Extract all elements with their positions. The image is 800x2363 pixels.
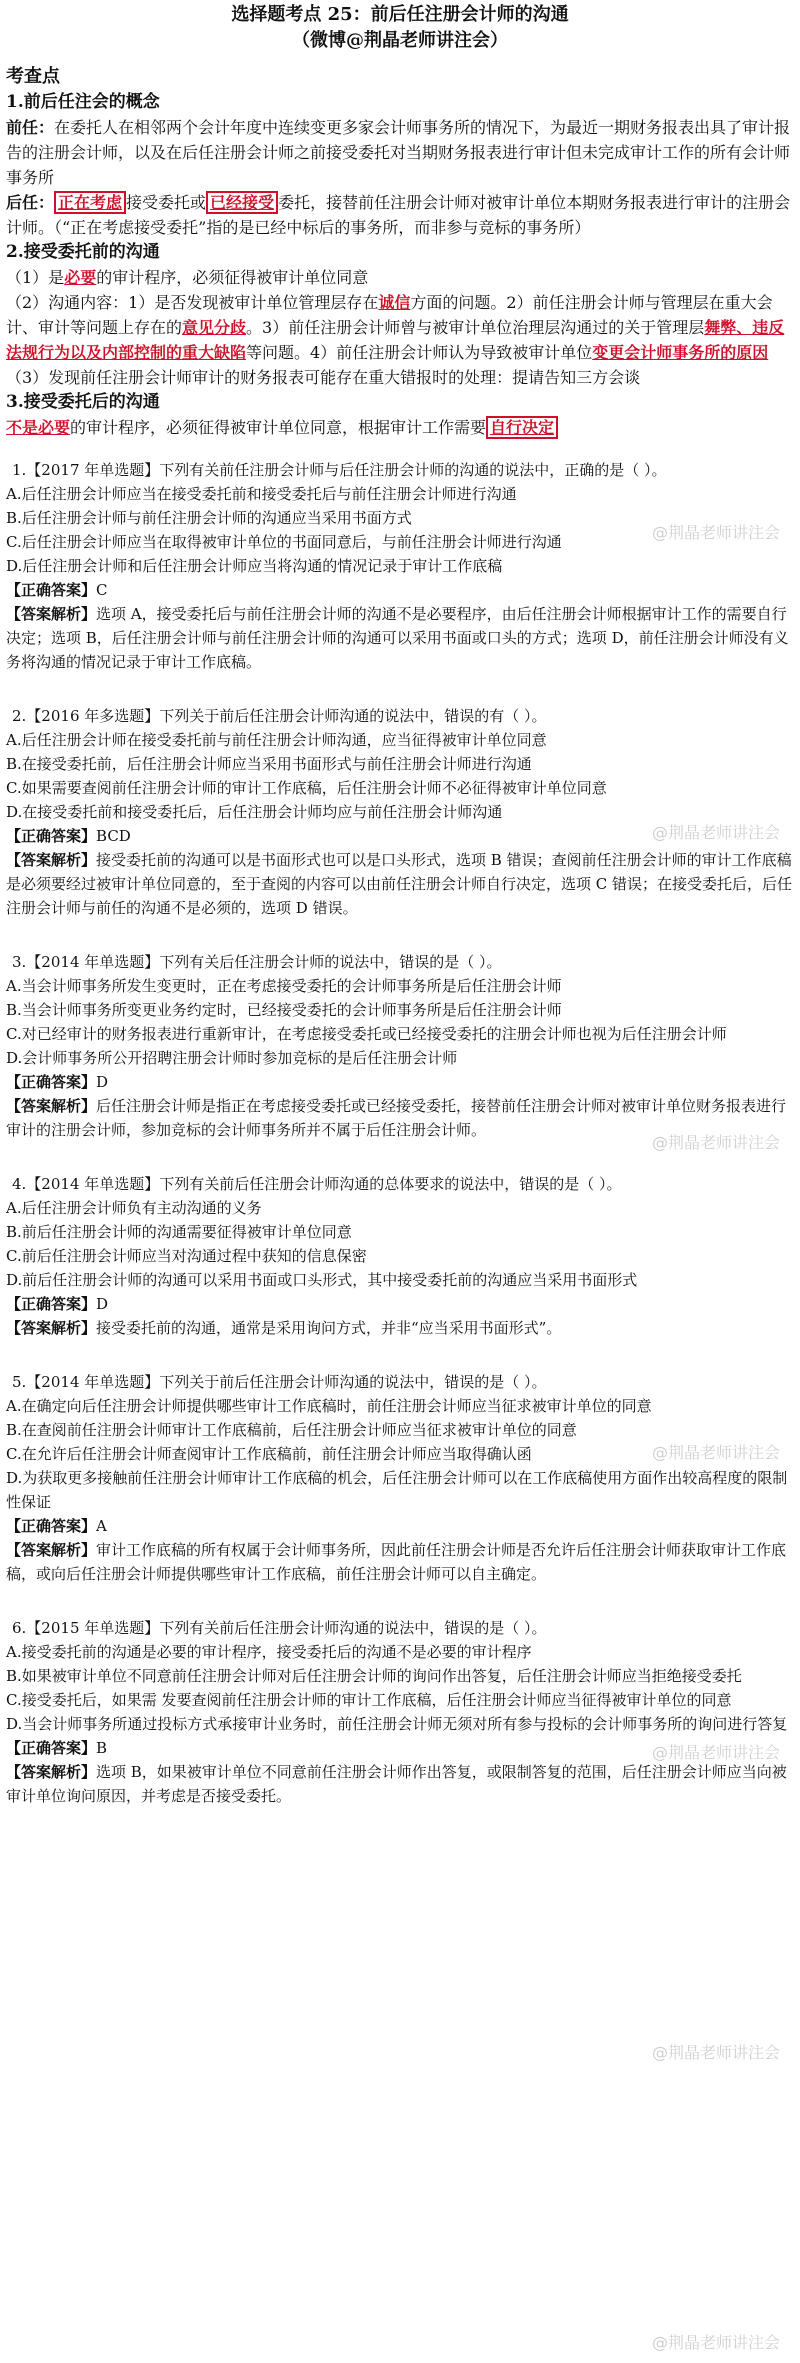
question-stem: 4.【2014 年单选题】下列有关前后任注册会计师沟通的总体要求的说法中，错误的是（ ）。: [12, 1175, 622, 1193]
key-points-label: 考查点: [6, 66, 60, 87]
weibo-watermark: @荆晶老师讲注会: [651, 523, 780, 542]
answer-explanation: [6, 1538, 794, 1586]
highlight-not-necessary: 不是必要: [6, 418, 71, 437]
highlight-change-reason: 变更会计师事务所的原因: [592, 343, 769, 362]
question-option: A.后任注册会计师在接受委托前与前任注册会计师沟通，应当征得被审计单位同意: [6, 731, 547, 749]
weibo-watermark: @荆晶老师讲注会: [651, 2043, 780, 2062]
answer-label: 【正确答案】: [6, 1295, 97, 1313]
answer-explanation: [6, 1316, 794, 1340]
question-block: [6, 1586, 794, 1808]
page-subtitle: （微博@荆晶老师讲注会）: [292, 30, 508, 51]
answer-value: D: [96, 1295, 109, 1313]
predecessor-text: 在委托人在相邻两个会计年度中连续变更多家会计师事务所的情况下，为最近一期财务报表出具了审计报告的注册会计师，以及在后任注册会计师之前接受委托对当期财务报表进行审计但未完成审计工作的所有会计师事务所: [6, 118, 791, 187]
highlight-accepted: 已经接受: [206, 191, 278, 214]
predecessor-label: 前任：: [6, 118, 55, 137]
question-option: A.后任注册会计师应当在接受委托前和接受委托后与前任注册会计师进行沟通: [6, 485, 517, 503]
answer-label: 【正确答案】: [6, 581, 97, 599]
explanation-text: 选项 B，如果被审计单位不同意前任注册会计师作出答复，或限制答复的范围，后任注册会计师应当向被审计单位询问原因，并考虑是否接受委托。: [6, 1763, 787, 1805]
highlight-self-decide: 自行决定: [486, 416, 558, 439]
question-option: A.在确定向后任注册会计师提供哪些审计工作底稿时，前任注册会计师应当征求被审计单位的同意: [6, 1397, 652, 1415]
question-stem: 1.【2017 年单选题】下列有关前任注册会计师与后任注册会计师的沟通的说法中，正确的是（ ）。: [12, 461, 667, 479]
key-points-section: [0, 64, 800, 440]
question-stem: 6.【2015 年单选题】下列有关前后任注册会计师沟通的说法中，错误的是（ ）。: [12, 1619, 547, 1637]
post-accept-text: 的审计程序，必须征得被审计单位同意，根据审计工作需要: [70, 418, 487, 437]
question-option: D.后任注册会计师和后任注册会计师应当将沟通的情况记录于审计工作底稿: [6, 557, 503, 575]
answer-value: A: [96, 1517, 107, 1535]
post-accept-point: [6, 415, 794, 440]
pre-accept-point-1: [6, 265, 794, 290]
question-option: B.如果被审计单位不同意前任注册会计师对后任注册会计师的询问作出答复，后任注册会计师应当拒绝接受委托: [6, 1667, 742, 1685]
successor-text-1: 接受委托或: [126, 193, 207, 212]
answer-value: C: [96, 581, 108, 599]
answer-value: B: [96, 1739, 108, 1757]
pre-accept-text: 方面的问题。2）前任注册会计师与管理层在重大会计、审计等问题上存在的: [6, 293, 773, 337]
spacer: [6, 920, 794, 950]
question-block: [6, 458, 794, 674]
section-2-title: 2.接受委托前的沟通: [6, 242, 160, 262]
correct-answer: [6, 1070, 794, 1094]
successor-definition: [6, 190, 794, 240]
pre-accept-text: （1）是: [6, 268, 65, 287]
question-option: C.如果需要查阅前任注册会计师的审计工作底稿，后任注册会计师不必征得被审计单位同意: [6, 779, 607, 797]
question-option: C.接受委托后，如果需 发要查阅前任注册会计师的审计工作底稿，后任注册会计师应当征得被审计单位的同意: [6, 1691, 732, 1709]
explanation-text: 接受委托前的沟通可以是书面形式也可以是口头形式，选项 B 错误；查阅前任注册会计师的审计工作底稿是必须要经过被审计单位同意的，至于查阅的内容可以由前任注册会计师自行决定，选项 C 错误；在接受委托后，后任注册会计师与前任的沟通不是必须的，选项 D 错误。: [6, 851, 793, 917]
explanation-label: 【答案解析】: [6, 605, 97, 623]
weibo-watermark: @荆晶老师讲注会: [651, 823, 780, 842]
question-option: C.对已经审计的财务报表进行重新审计，在考虑接受委托或已经接受委托的注册会计师也视为后任注册会计师: [6, 1025, 727, 1043]
section-1-title: 1.前后任注会的概念: [6, 92, 160, 112]
correct-answer: [6, 1514, 794, 1538]
weibo-watermark: @荆晶老师讲注会: [651, 1443, 780, 1462]
highlight-disagreement: 意见分歧: [182, 318, 247, 337]
pre-accept-text: 。3）前任注册会计师曾与被审计单位治理层沟通过的关于管理层: [246, 318, 705, 337]
question-option: D.为获取更多接触前任注册会计师审计工作底稿的机会，后任注册会计师可以在工作底稿使用方面作出较高程度的限制性保证: [6, 1469, 788, 1511]
question-option: C.在允许后任注册会计师查阅审计工作底稿前，前任注册会计师应当取得确认函: [6, 1445, 532, 1463]
question-stem: 2.【2016 年多选题】下列关于前后任注册会计师沟通的说法中，错误的有（ ）。: [12, 707, 547, 725]
explanation-text: 接受委托前的沟通，通常是采用询问方式，并非“应当采用书面形式”。: [96, 1319, 562, 1337]
spacer: [6, 1340, 794, 1370]
answer-label: 【正确答案】: [6, 1073, 97, 1091]
question-option: C.前后任注册会计师应当对沟通过程中获知的信息保密: [6, 1247, 367, 1265]
question-option: A.后任注册会计师负有主动沟通的义务: [6, 1199, 262, 1217]
explanation-label: 【答案解析】: [6, 1763, 97, 1781]
question-option: A.接受委托前的沟通是必要的审计程序，接受委托后的沟通不是必要的审计程序: [6, 1643, 532, 1661]
page-title: 选择题考点 25：前后任注册会计师的沟通: [231, 4, 569, 25]
answer-explanation: [6, 602, 794, 674]
highlight-necessary: 必要: [64, 268, 97, 287]
question-block: [6, 1340, 794, 1586]
pre-accept-text: 的审计程序，必须征得被审计单位同意: [96, 268, 369, 287]
highlight-fraud: 舞弊、违反法规行为以及内部控制的重大缺陷: [6, 318, 785, 362]
answer-explanation: [6, 848, 794, 920]
question-option: D.会计师事务所公开招聘注册会计师时参加竞标的是后任注册会计师: [6, 1049, 458, 1067]
question-option: C.后任注册会计师应当在取得被审计单位的书面同意后，与前任注册会计师进行沟通: [6, 533, 562, 551]
section-3-title: 3.接受委托后的沟通: [6, 392, 160, 412]
answer-label: 【正确答案】: [6, 1517, 97, 1535]
explanation-label: 【答案解析】: [6, 1319, 97, 1337]
question-block: [6, 920, 794, 1142]
pre-accept-point-3: （3）发现前任注册会计师审计的财务报表可能存在重大错报时的处理：提请告知三方会谈: [6, 368, 641, 387]
explanation-label: 【答案解析】: [6, 851, 97, 869]
answer-explanation: [6, 1760, 794, 1808]
question-stem: 5.【2014 年单选题】下列关于前后任注册会计师沟通的说法中，错误的是（ ）。: [12, 1373, 547, 1391]
spacer: [6, 674, 794, 704]
question-block: [6, 674, 794, 920]
question-option: B.前后任注册会计师的沟通需要征得被审计单位同意: [6, 1223, 352, 1241]
correct-answer: [6, 578, 794, 602]
question-option: B.当会计师事务所变更业务约定时，已经接受委托的会计师事务所是后任注册会计师: [6, 1001, 562, 1019]
predecessor-definition: [6, 115, 794, 190]
explanation-label: 【答案解析】: [6, 1541, 97, 1559]
spacer: [6, 1586, 794, 1616]
highlight-integrity: 诚信: [378, 293, 411, 312]
explanation-label: 【答案解析】: [6, 1097, 97, 1115]
successor-label: 后任：: [6, 193, 55, 212]
explanation-text: 审计工作底稿的所有权属于会计师事务所，因此前任注册会计师是否允许后任注册会计师获取审计工作底稿，或向后任注册会计师提供哪些审计工作底稿，前任注册会计师可以自主确定。: [6, 1541, 787, 1583]
question-option: D.前后任注册会计师的沟通可以采用书面或口头形式，其中接受委托前的沟通应当采用书面形式: [6, 1271, 638, 1289]
successor-text-2: 委托，接替前任注册会计师对被审计单位本期财务报表进行审计的注册会计师。（“正在考虑接受委托”指的是已经中标后的事务所，而非参与竞标的事务所）: [6, 193, 791, 237]
weibo-watermark: @荆晶老师讲注会: [651, 1133, 780, 1152]
answer-label: 【正确答案】: [6, 827, 97, 845]
correct-answer: [6, 1292, 794, 1316]
spacer: [0, 440, 800, 458]
document-header: [0, 0, 800, 54]
explanation-text: 后任注册会计师是指正在考虑接受委托或已经接受委托，接替前任注册会计师对被审计单位财务报表进行审计的注册会计师，参加竞标的会计师事务所并不属于后任注册会计师。: [6, 1097, 787, 1139]
question-option: B.在接受委托前，后任注册会计师应当采用书面形式与前任注册会计师进行沟通: [6, 755, 532, 773]
answer-value: D: [96, 1073, 109, 1091]
question-option: B.在查阅前任注册会计师审计工作底稿前，后任注册会计师应当征求被审计单位的同意: [6, 1421, 577, 1439]
question-option: B.后任注册会计师与前任注册会计师的沟通应当采用书面方式: [6, 509, 412, 527]
highlight-considering: 正在考虑: [54, 191, 126, 214]
pre-accept-point-2: [6, 290, 794, 365]
question-option: D.在接受委托前和接受委托后，后任注册会计师均应与前任注册会计师沟通: [6, 803, 503, 821]
answer-label: 【正确答案】: [6, 1739, 97, 1757]
answer-value: BCD: [96, 827, 131, 845]
weibo-watermark: @荆晶老师讲注会: [651, 1743, 780, 1762]
question-option: A.当会计师事务所发生变更时，正在考虑接受委托的会计师事务所是后任注册会计师: [6, 977, 562, 995]
explanation-text: 选项 A，接受委托后与前任注册会计师的沟通不是必要程序，由后任注册会计师根据审计工作的需要自行决定；选项 B，后任注册会计师与前任注册会计师的沟通可以采用书面或口头的方式；选项 D，前任注册会计师没有义务将沟通的情况记录于审计工作底稿。: [6, 605, 789, 671]
pre-accept-text: （2）沟通内容：1）是否发现被审计单位管理层存在: [6, 293, 379, 312]
question-block: [6, 1142, 794, 1340]
pre-accept-text: 等问题。4）前任注册会计师认为导致被审计单位: [246, 343, 593, 362]
question-stem: 3.【2014 年单选题】下列有关后任注册会计师的说法中，错误的是（ ）。: [12, 953, 502, 971]
question-option: D.当会计师事务所通过投标方式承接审计业务时，前任注册会计师无须对所有参与投标的会计师事务所的询问进行答复: [6, 1715, 788, 1733]
weibo-watermark: @荆晶老师讲注会: [651, 2333, 780, 2352]
